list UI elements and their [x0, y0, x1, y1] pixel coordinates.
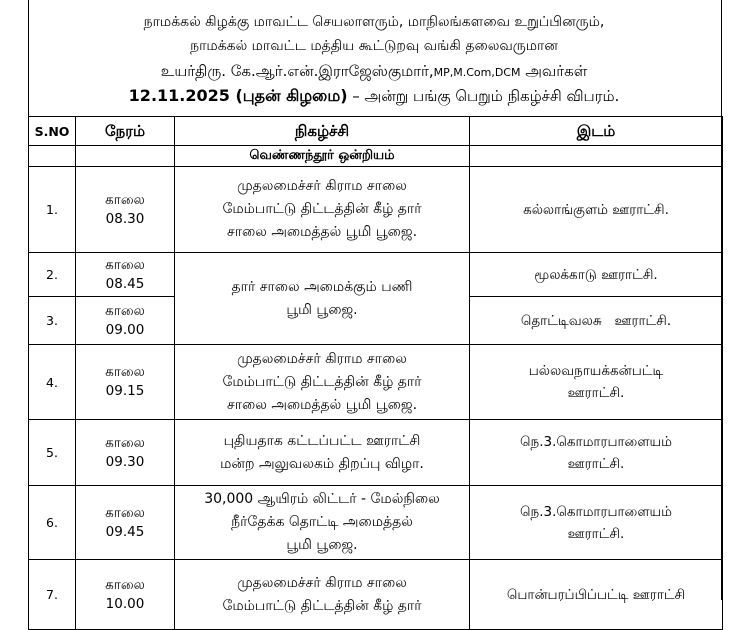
- table-row: [29, 486, 723, 560]
- table-row: [29, 167, 723, 253]
- row-sno: 3.: [29, 297, 76, 345]
- honorific: அவர்கள்: [520, 62, 588, 80]
- row-time: காலை 08.30: [76, 167, 175, 253]
- table-row: [29, 345, 723, 420]
- row-event: 30,000 ஆயிரம் லிட்டர் - மேல்நிலை நீர்தேக்க தொட்டி அமைத்தல் பூமி பூஜை.: [175, 486, 470, 560]
- row-event: முதலமைச்சர் கிராம சாலை மேம்பாட்டு திட்டத்தின் கீழ் தார் சாலை அமைத்தல் பூமி பூஜை.: [175, 167, 470, 253]
- row-place: நெ.3.கொமாரபாளையம் ஊராட்சி.: [470, 420, 723, 486]
- header-line-2: நாமக்கல் மாவட்ட மத்திய கூட்டுறவு வங்கி தலைவருமான: [190, 38, 558, 54]
- col-header-time: நேரம்: [76, 117, 175, 146]
- header-line-3: [29, 62, 719, 82]
- row-time: காலை 09.30: [76, 420, 175, 486]
- col-header-sno: S.NO: [29, 117, 76, 146]
- row-time: காலை 10.00: [76, 560, 175, 630]
- row-sno: 6.: [29, 486, 76, 560]
- row-sno: 1.: [29, 167, 76, 253]
- row-place: தொட்டிவலசு ஊராட்சி.: [470, 297, 723, 345]
- section-label: வெண்ணந்தூர் ஒன்றியம்: [175, 146, 470, 167]
- table-row: [29, 420, 723, 486]
- row-time: காலை 09.00: [76, 297, 175, 345]
- schedule-table: [28, 116, 723, 630]
- person-name: உயர்திரு. கே.ஆர்.என்.இராஜேஸ்குமார்,: [160, 62, 434, 80]
- col-header-place: இடம்: [470, 117, 723, 146]
- row-place: மூலக்காடு ஊராட்சி.: [470, 253, 723, 297]
- row-sno: 4.: [29, 345, 76, 420]
- col-header-event: நிகழ்ச்சி: [175, 117, 470, 146]
- row-place: நெ.3.கொமாரபாளையம் ஊராட்சி.: [470, 486, 723, 560]
- row-event: முதலமைச்சர் கிராம சாலை மேம்பாட்டு திட்டத்தின் கீழ் தார் சாலை அமைத்தல் பூமி பூஜை.: [175, 345, 470, 420]
- header-date-line: [29, 86, 719, 107]
- section-row: [29, 146, 723, 167]
- row-sno: 5.: [29, 420, 76, 486]
- row-event: முதலமைச்சர் கிராம சாலை மேம்பாட்டு திட்டத்தின் கீழ் தார்: [175, 560, 470, 630]
- row-time: காலை 09.15: [76, 345, 175, 420]
- table-row: [29, 253, 723, 297]
- row-event: தார் சாலை அமைக்கும் பணி பூமி பூஜை.: [175, 253, 470, 345]
- row-event: புதியதாக கட்டப்பட்ட ஊராட்சி மன்ற அலுவலகம் திறப்பு விழா.: [175, 420, 470, 486]
- event-date: 12.11.2025 (புதன் கிழமை): [128, 86, 348, 105]
- credentials: MP,M.Com,DCM: [433, 66, 521, 79]
- date-suffix: – அன்று பங்கு பெறும் நிகழ்ச்சி விபரம்.: [347, 87, 620, 105]
- table-row: [29, 560, 723, 630]
- row-time: காலை 09.45: [76, 486, 175, 560]
- row-time: காலை 08.45: [76, 253, 175, 297]
- header-line-1: நாமக்கல் கிழக்கு மாவட்ட செயலாளரும், மாநிலங்களவை உறுப்பினரும்,: [143, 14, 605, 30]
- table-header-row: [29, 117, 723, 146]
- row-sno: 2.: [29, 253, 76, 297]
- row-place: பல்லவநாயக்கன்பட்டி ஊராட்சி.: [470, 345, 723, 420]
- row-place: பொன்பரப்பிப்பட்டி ஊராட்சி: [470, 560, 723, 630]
- row-sno: 7.: [29, 560, 76, 630]
- row-place: கல்லாங்குளம் ஊராட்சி.: [470, 167, 723, 253]
